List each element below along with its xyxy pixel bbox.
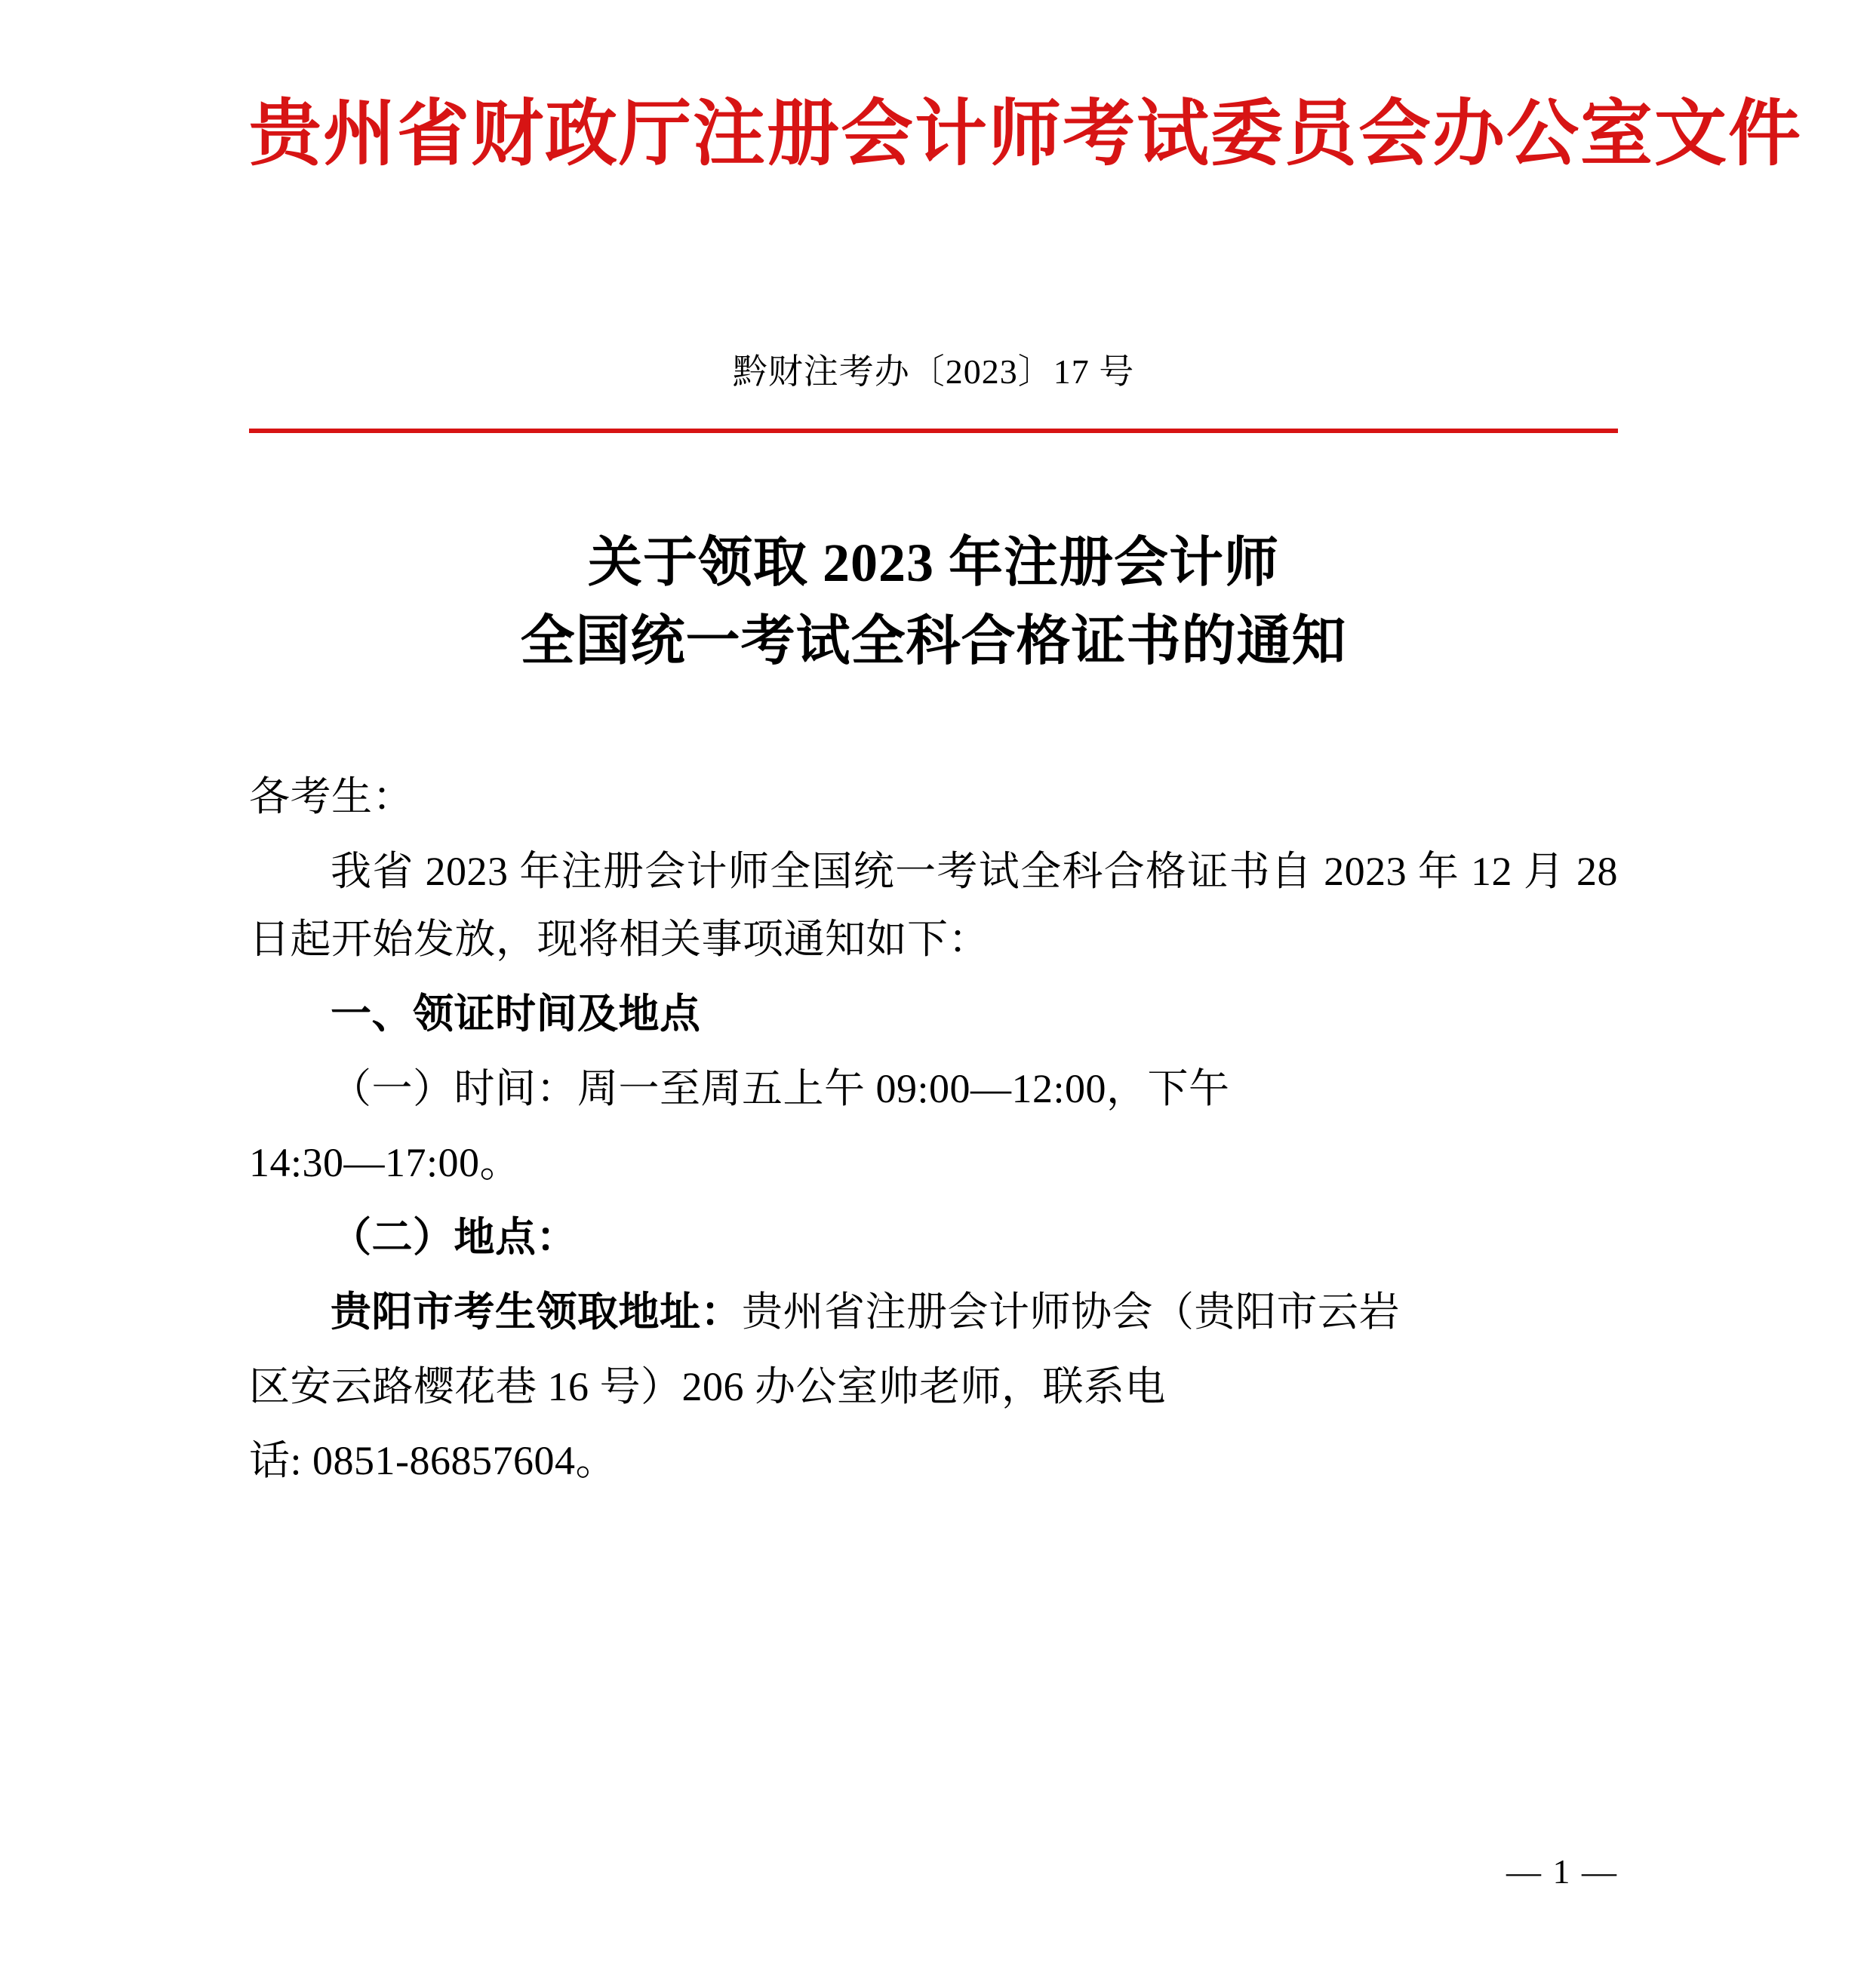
document-title <box>249 524 1618 681</box>
item-time-value: 周一至周五上午 09:00—12:00，下午 <box>577 1065 1230 1111</box>
address-line-3: 话: 0851-86857604。 <box>249 1438 617 1484</box>
page-number: — 1 — <box>1506 1852 1618 1891</box>
document-masthead: 贵州省财政厅注册会计师考试委员会办公室文件 <box>249 94 1802 174</box>
document-title-line-1: 关于领取 2023 年注册会计师 <box>587 533 1279 593</box>
address-line-1 <box>249 1278 1618 1347</box>
address-value: 贵州省注册会计师协会（贵阳市云岩 <box>742 1289 1400 1335</box>
intro-paragraph: 我省 2023 年注册会计师全国统一考试全科合格证书自 2023 年 12 月 28 日起开始发放，现将相关事项通知如下： <box>249 848 1618 963</box>
document-number: 黔财注考办〔2023〕17 号 <box>732 352 1135 391</box>
address-line-2: 区安云路樱花巷 16 号）206 办公室帅老师，联系电 <box>249 1363 1166 1409</box>
item-time-continued: 14:30—17:00。 <box>249 1140 521 1186</box>
document-title-line-2: 全国统一考试全科合格证书的通知 <box>520 611 1347 672</box>
salutation: 各考生： <box>249 773 414 819</box>
section-heading-1: 一、领证时间及地点 <box>331 991 701 1037</box>
red-divider-rule <box>249 429 1618 433</box>
item-time-label: （一）时间： <box>331 1065 577 1111</box>
item-time <box>249 1055 1618 1123</box>
item-location-label: （二）地点： <box>331 1215 577 1261</box>
document-body <box>249 763 1618 1495</box>
address-label: 贵阳市考生领取地址： <box>331 1289 742 1335</box>
